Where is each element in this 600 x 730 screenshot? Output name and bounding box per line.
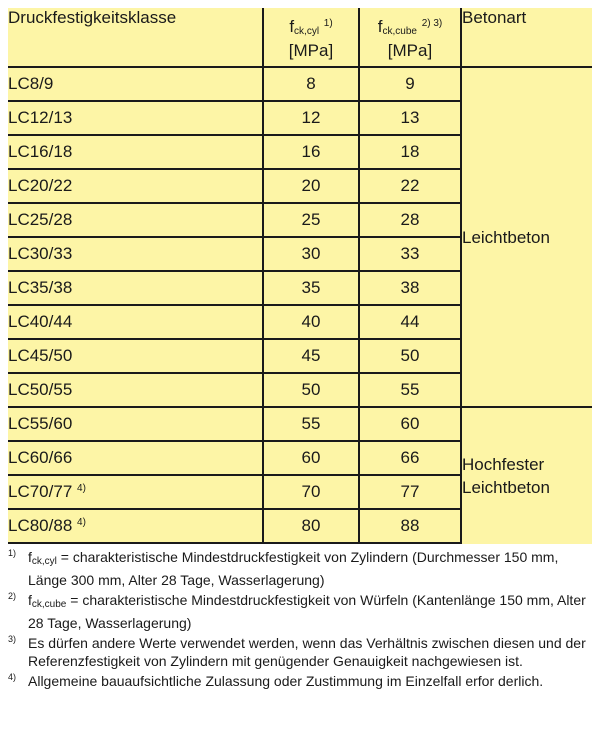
- cell-fck-cyl: 12: [263, 101, 359, 135]
- cell-class: [8, 475, 263, 509]
- table-body: [8, 67, 592, 543]
- cell-fck-cyl: 55: [263, 407, 359, 441]
- footnotes: [8, 548, 592, 692]
- class-label: LC20/22: [8, 176, 73, 195]
- group-high-strength-lightweight: [461, 407, 592, 543]
- class-label: LC25/28: [8, 210, 73, 229]
- header-fck-cyl-sub: ck,cyl: [294, 26, 320, 37]
- class-label: LC45/50: [8, 346, 73, 365]
- cell-class: [8, 67, 263, 101]
- cell-fck-cube: 9: [359, 67, 461, 101]
- header-fck-cube-unit: [MPa]: [387, 41, 433, 60]
- header-fck-cyl-sup: 1): [323, 18, 333, 29]
- strength-class-table: [8, 8, 592, 544]
- cell-fck-cube: 38: [359, 271, 461, 305]
- footnote-mark: 4): [8, 672, 17, 682]
- cell-fck-cube: 33: [359, 237, 461, 271]
- footnote-mark: 2): [8, 591, 17, 601]
- cell-fck-cube: 22: [359, 169, 461, 203]
- header-fck-cyl-symbol: f: [289, 17, 295, 36]
- cell-fck-cyl: 20: [263, 169, 359, 203]
- cell-fck-cube: 60: [359, 407, 461, 441]
- cell-fck-cyl: 50: [263, 373, 359, 407]
- group-line-2: Leichtbeton: [462, 477, 550, 497]
- footnote: [8, 634, 592, 670]
- footnote-symbol: f: [28, 592, 32, 608]
- cell-fck-cyl: 80: [263, 509, 359, 543]
- header-fck-cube-symbol: f: [377, 17, 383, 36]
- footnote-symbol-sub: ck,cyl: [31, 556, 57, 567]
- table-header-row: [8, 8, 592, 67]
- cell-fck-cube: 18: [359, 135, 461, 169]
- footnote-symbol-sub: ck,cube: [31, 599, 67, 610]
- cell-fck-cube: 44: [359, 305, 461, 339]
- footnote-text: Es dürfen andere Werte verwendet werden, wenn das Verhältnis zwischen diesen und der Referenzfestigkeit von Zylindern mit genügender Genauigkeit nachgewiesen ist.: [28, 635, 586, 669]
- cell-fck-cube: 28: [359, 203, 461, 237]
- footnote: [8, 672, 592, 690]
- header-fck-cube-sup: 2) 3): [421, 18, 443, 29]
- class-label: LC35/38: [8, 278, 73, 297]
- cell-fck-cyl: 60: [263, 441, 359, 475]
- cell-fck-cube: 66: [359, 441, 461, 475]
- footnote-text: = charakteristische Mindestdruckfestigkeit von Zylindern (Durchmesser 150 mm, Länge 300 mm, Alter 28 Tage, Wasserlagerung): [28, 549, 559, 588]
- footnote-text: Allgemeine bauaufsichtliche Zulassung oder Zustimmung im Einzelfall erfor derlich.: [28, 673, 544, 689]
- class-label: LC50/55: [8, 380, 73, 399]
- footnote-text: = charakteristische Mindestdruckfestigkeit von Würfeln (Kantenlänge 150 mm, Alter 28 Tage, Wasserlagerung): [28, 592, 586, 631]
- header-fck-cube-sub: ck,cube: [382, 26, 417, 37]
- cell-class: [8, 373, 263, 407]
- cell-fck-cyl: 30: [263, 237, 359, 271]
- cell-class: [8, 509, 263, 543]
- class-label: LC16/18: [8, 142, 73, 161]
- cell-fck-cyl: 45: [263, 339, 359, 373]
- cell-class: [8, 305, 263, 339]
- cell-fck-cube: 88: [359, 509, 461, 543]
- class-label: LC55/60: [8, 414, 73, 433]
- cell-fck-cyl: 70: [263, 475, 359, 509]
- class-label: LC40/44: [8, 312, 73, 331]
- class-label: LC30/33: [8, 244, 73, 263]
- footnote: [8, 591, 592, 632]
- table-row: [8, 407, 592, 441]
- cell-fck-cyl: 16: [263, 135, 359, 169]
- class-label: LC60/66: [8, 448, 73, 467]
- cell-class: [8, 101, 263, 135]
- cell-class: [8, 339, 263, 373]
- class-label: LC12/13: [8, 108, 73, 127]
- group-line-1: Hochfester: [462, 454, 545, 474]
- cell-fck-cube: 50: [359, 339, 461, 373]
- cell-class: [8, 203, 263, 237]
- footnote-mark: 1): [8, 548, 17, 558]
- cell-fck-cyl: 25: [263, 203, 359, 237]
- cell-fck-cube: 13: [359, 101, 461, 135]
- cell-fck-cube: 77: [359, 475, 461, 509]
- cell-fck-cyl: 8: [263, 67, 359, 101]
- cell-fck-cube: 55: [359, 373, 461, 407]
- header-fck-cube: [359, 8, 461, 67]
- cell-class: [8, 237, 263, 271]
- cell-fck-cyl: 35: [263, 271, 359, 305]
- cell-class: [8, 169, 263, 203]
- footnote: [8, 548, 592, 589]
- header-concrete-type: Betonart: [461, 8, 592, 67]
- header-fck-cyl-unit: [MPa]: [288, 41, 334, 60]
- cell-class: [8, 407, 263, 441]
- footnote-mark: 3): [8, 634, 17, 644]
- cell-class: [8, 441, 263, 475]
- cell-fck-cyl: 40: [263, 305, 359, 339]
- class-footnote-mark: 4): [77, 483, 86, 494]
- cell-class: [8, 135, 263, 169]
- footnote-symbol: f: [28, 549, 32, 565]
- header-class: Druckfestigkeitsklasse: [8, 8, 263, 67]
- class-footnote-mark: 4): [77, 517, 86, 528]
- table-row: [8, 67, 592, 101]
- class-label: LC8/9: [8, 74, 54, 93]
- group-lightweight: Leichtbeton: [461, 67, 592, 407]
- header-fck-cyl: [263, 8, 359, 67]
- class-label: LC80/88: [8, 516, 73, 535]
- cell-class: [8, 271, 263, 305]
- class-label: LC70/77: [8, 482, 73, 501]
